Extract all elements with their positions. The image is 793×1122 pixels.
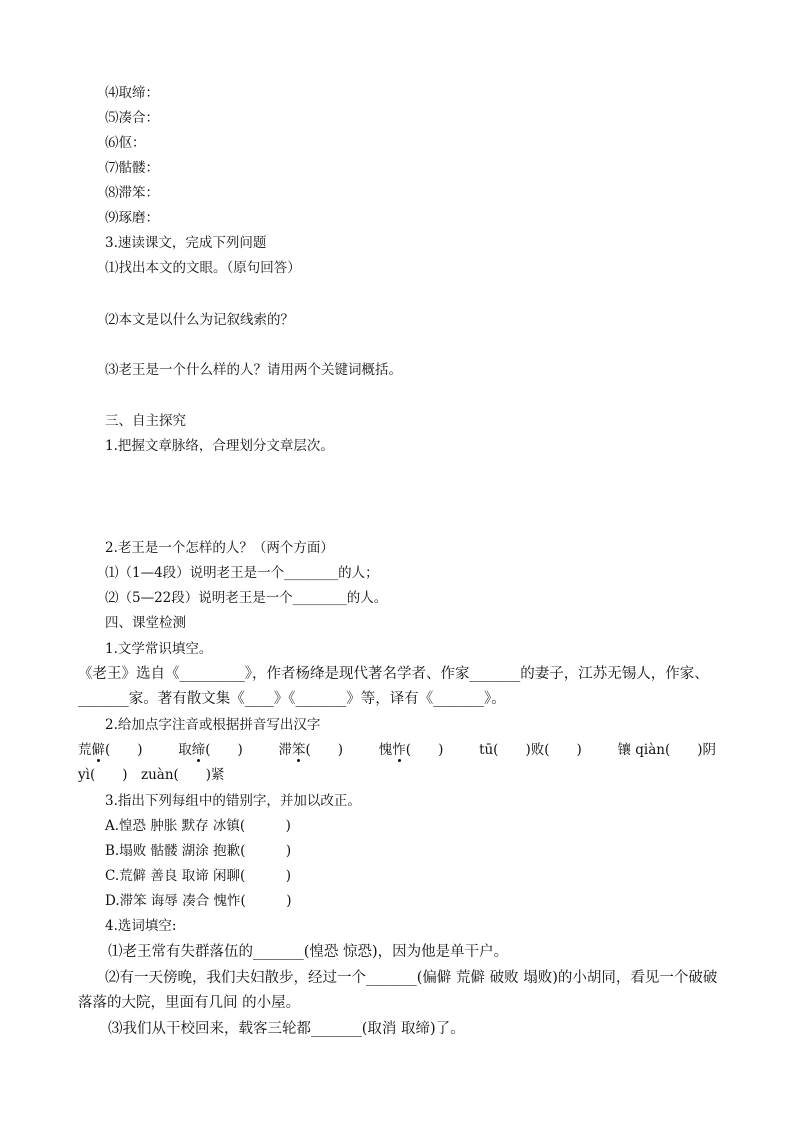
question-item: ⑴找出本文的文眼。（原句回答）: [105, 260, 301, 276]
pinyin-group: 荒僻( ): [78, 742, 143, 758]
option-a: A.惶恐 肿胀 默存 冰镇( ): [105, 818, 291, 834]
pinyin-group: 滞笨( ): [278, 742, 344, 758]
question-item: ⑵（5—22段）说明老王是一个________的人。: [105, 590, 388, 606]
vocab-item-9: ⑼琢磨：: [105, 210, 159, 226]
question-item: ⑵本文是以什么为记叙线索的？: [105, 312, 294, 328]
question-item: 落落的大院，里面有几间 的小屋。: [78, 995, 301, 1011]
question-heading: 2.给加点字注音或根据拼音写出汉字: [105, 717, 321, 733]
question-heading: 3.指出下列每组中的错别字，并加以改正。: [105, 793, 361, 809]
pinyin-line: yì( ) zuàn( )紧: [78, 767, 225, 783]
option-c: C.荒僻 善良 取谛 闲聊( ): [105, 868, 292, 884]
question-item: 2.老王是一个怎样的人？（两个方面）: [105, 540, 334, 556]
vocab-item-4: ⑷取缔：: [105, 85, 159, 101]
pinyin-line: [78, 741, 716, 759]
question-heading: 1.文学常识填空。: [105, 641, 213, 657]
vocab-item-5: ⑸凑合：: [105, 110, 159, 126]
option-d: D.滞笨 诲辱 凑合 愧怍( ): [105, 893, 292, 909]
question-item: ⑶我们从干校回来，载客三轮都_______(取消 取缔)了。: [108, 1021, 465, 1037]
section-heading: 三、自主探究: [105, 413, 186, 429]
pinyin-group: 取缔( ): [178, 742, 243, 758]
question-item: ⑶老王是一个什么样的人？请用两个关键词概括。: [105, 362, 402, 378]
vocab-item-8: ⑻滞笨：: [105, 185, 159, 201]
question-item: ⑴（1—4段）说明老王是一个________的人；: [105, 565, 379, 581]
question-heading: 3.速读课文，完成下列问题: [105, 235, 267, 251]
fill-in-line: _______家。著有散文集《____》《_______》等，译有《_______》。: [78, 691, 506, 707]
vocab-item-6: ⑹伛：: [105, 135, 146, 151]
question-item: 1.把握文章脉络，合理划分文章层次。: [105, 438, 334, 454]
pinyin-group: 镶 qiàn( )阴: [617, 742, 716, 758]
fill-in-line: 《老王》选自《_________》，作者杨绛是现代著名学者、作家_______的妻子，江苏无锡人，作家、: [78, 666, 709, 682]
question-heading: 4.选词填空:: [105, 918, 177, 934]
question-item: ⑵有一天傍晚，我们夫妇散步，经过一个_______(偏僻 荒僻 破败 塌败)的小胡同，看见一个破破: [105, 970, 718, 986]
vocab-item-7: ⑺骷髅：: [105, 160, 159, 176]
section-heading: 四、课堂检测: [105, 615, 186, 631]
pinyin-group: 愧怍( ): [378, 742, 444, 758]
pinyin-group: tū( )败( ): [479, 742, 582, 758]
question-item: ⑴老王常有失群落伍的_______(惶恐 惊恐)，因为他是单干户。: [108, 944, 509, 960]
option-b: B.塌败 骷髅 湖涂 抱歉( ): [105, 843, 292, 859]
